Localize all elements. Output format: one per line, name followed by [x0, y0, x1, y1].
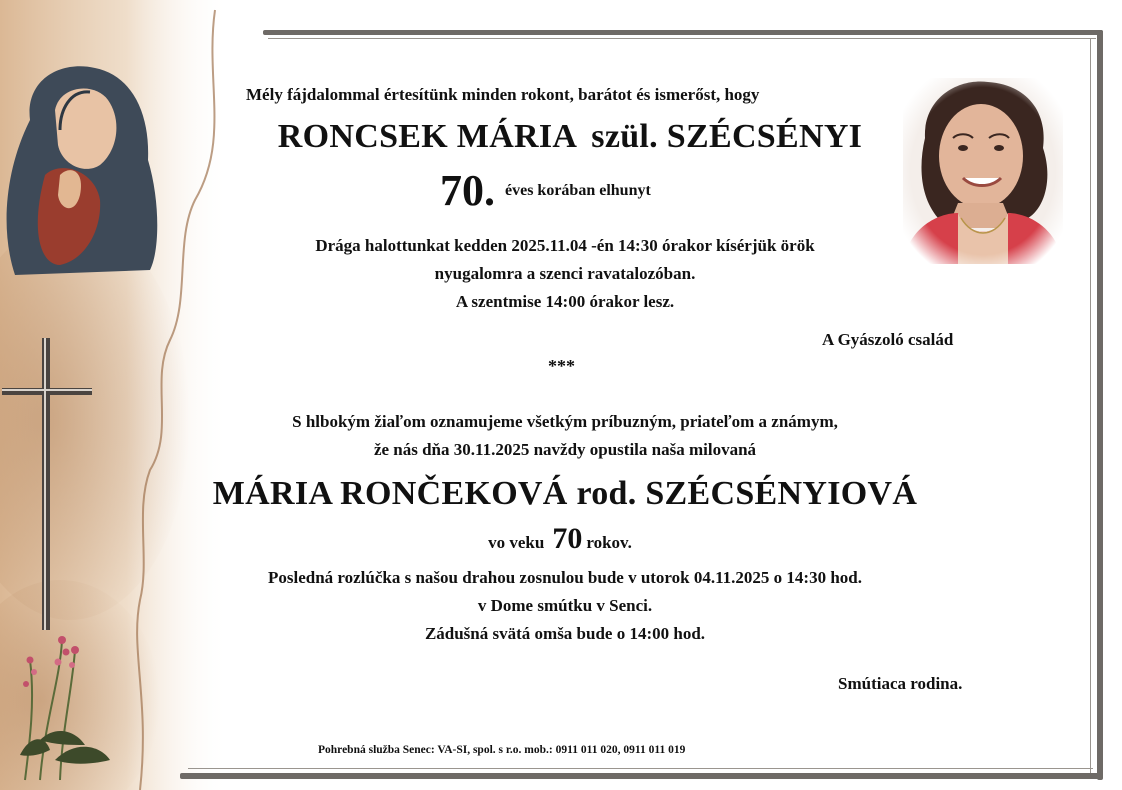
- hu-funeral-line-1: Drága halottunkat kedden 2025.11.04 -én 14:30 órakor kísérjük örök: [315, 236, 815, 255]
- frame-bottom-inner-line: [188, 768, 1093, 769]
- frame-bottom-border: [180, 773, 1103, 779]
- sk-age-line: [430, 522, 690, 556]
- sk-funeral-line-1: Posledná rozlúčka s našou drahou zosnulou bude v utorok 04.11.2025 o 14:30 hod.: [267, 568, 863, 587]
- portrait-photo: [903, 78, 1063, 264]
- left-decoration-image: [0, 0, 230, 790]
- hu-age-line: [440, 165, 760, 216]
- sk-intro-line-1: S hlbokým žiaľom oznamujeme všetkým príbuzným, priateľom a známym,: [292, 412, 838, 431]
- sk-age-prefix: vo veku: [488, 533, 545, 552]
- frame-top-inner-line: [268, 38, 1096, 39]
- sk-signature: Smútiaca rodina.: [838, 674, 963, 693]
- sk-age-suffix: rokov.: [586, 533, 632, 552]
- frame-right-inner-line: [1090, 38, 1091, 773]
- sk-intro-line-2: že nás dňa 30.11.2025 navždy opustila naša milovaná: [373, 440, 757, 459]
- frame-right-border: [1097, 30, 1103, 780]
- hu-deceased-name-line: [250, 118, 890, 156]
- section-separator: ***: [548, 356, 575, 376]
- sk-age-number: 70: [552, 522, 583, 555]
- hu-maiden-name: szül. SZÉCSÉNYI: [591, 118, 863, 155]
- hu-age-number: 70.: [440, 166, 495, 215]
- hu-age-text: éves korában elhunyt: [505, 182, 651, 199]
- hu-funeral-line-2: nyugalomra a szenci ravatalozóban.: [434, 264, 696, 283]
- sk-funeral-line-2: v Dome smútku v Senci.: [477, 596, 653, 615]
- hu-funeral-line-3: A szentmise 14:00 órakor lesz.: [455, 292, 675, 311]
- hu-deceased-name: RONCSEK MÁRIA: [277, 118, 578, 155]
- hu-signature: A Gyászoló család: [822, 330, 954, 349]
- sk-deceased-name: MÁRIA RONČEKOVÁ rod. SZÉCSÉNYIOVÁ: [212, 475, 918, 512]
- funeral-service-footer: Pohrebná služba Senec: VA-SI, spol. s r.o. mob.: 0911 011 020, 0911 011 019: [318, 744, 686, 756]
- sk-funeral-line-3: Zádušná svätá omša bude o 14:00 hod.: [424, 624, 706, 643]
- frame-top-border: [263, 30, 1103, 35]
- hu-intro-text: Mély fájdalommal értesítünk minden rokont, barátot és ismerőst, hogy: [246, 85, 760, 104]
